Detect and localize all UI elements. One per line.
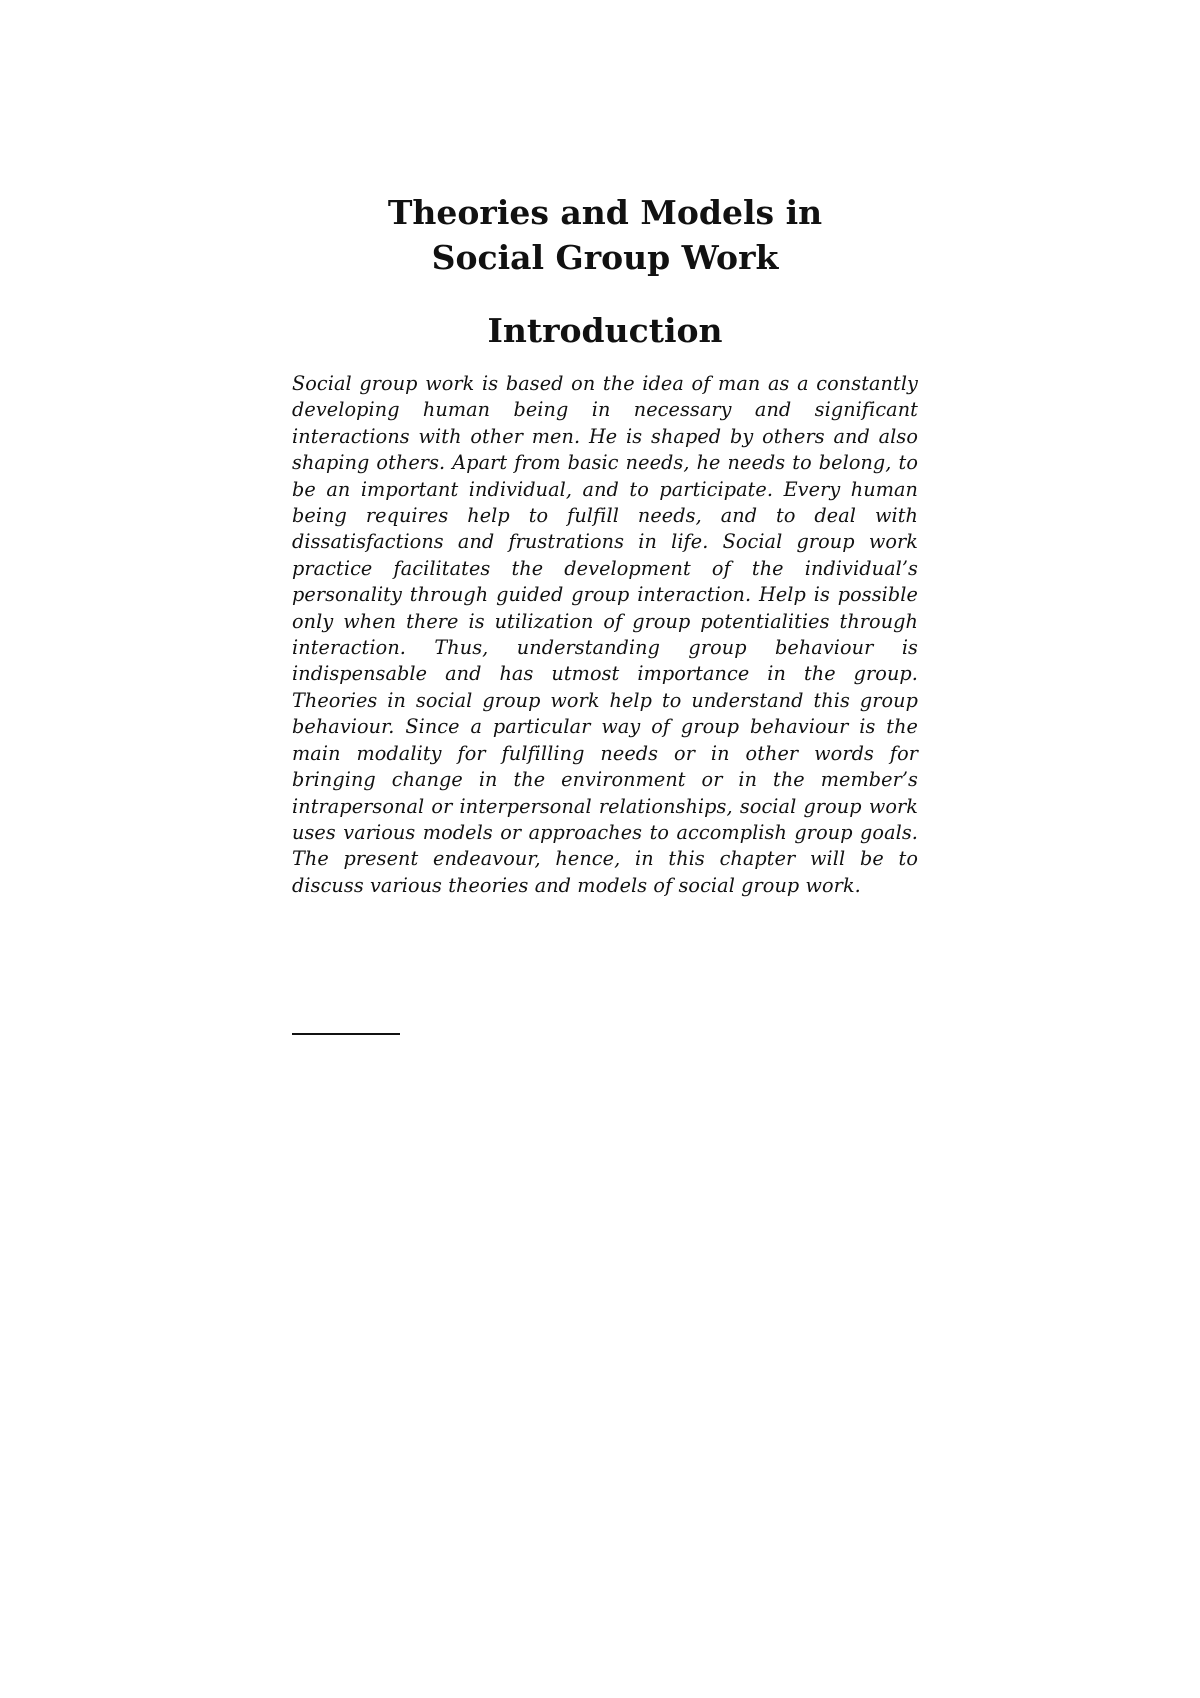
footnote-separator-rule (292, 1033, 400, 1035)
section-heading-introduction: Introduction (487, 311, 723, 350)
chapter-title-line-2: Social Group Work (431, 238, 779, 277)
introduction-paragraph: Social group work is based on the idea of man as a constantly developing human being in necessary and significant interactions with other men. He is shaped by others and also shaping others. Apart from basic needs, he needs to belong, to be an important individual, and to participate. Every human being requires help to fulfill needs, and to deal with dissatisfactions and frustrations in life. Social group work practice facilitates the development of the individual’s personality through guided group interaction. Help is possible only when there is utilization of group potentialities through interaction. Thus, understanding group behaviour is indispensable and has utmost importance in the group. Theories in social group work help to understand this group behaviour. Since a particular way of group behaviour is the main modality for fulfilling needs or in other words for bringing change in the environment or in the member’s intrapersonal or interpersonal relationships, social group work uses various models or approaches to accomplish group goals. The present endeavour, hence, in this chapter will be to discuss various theories and models of social group work. (292, 372, 918, 897)
chapter-title-line-1: Theories and Models in (387, 193, 823, 232)
chapter-title (292, 190, 918, 280)
